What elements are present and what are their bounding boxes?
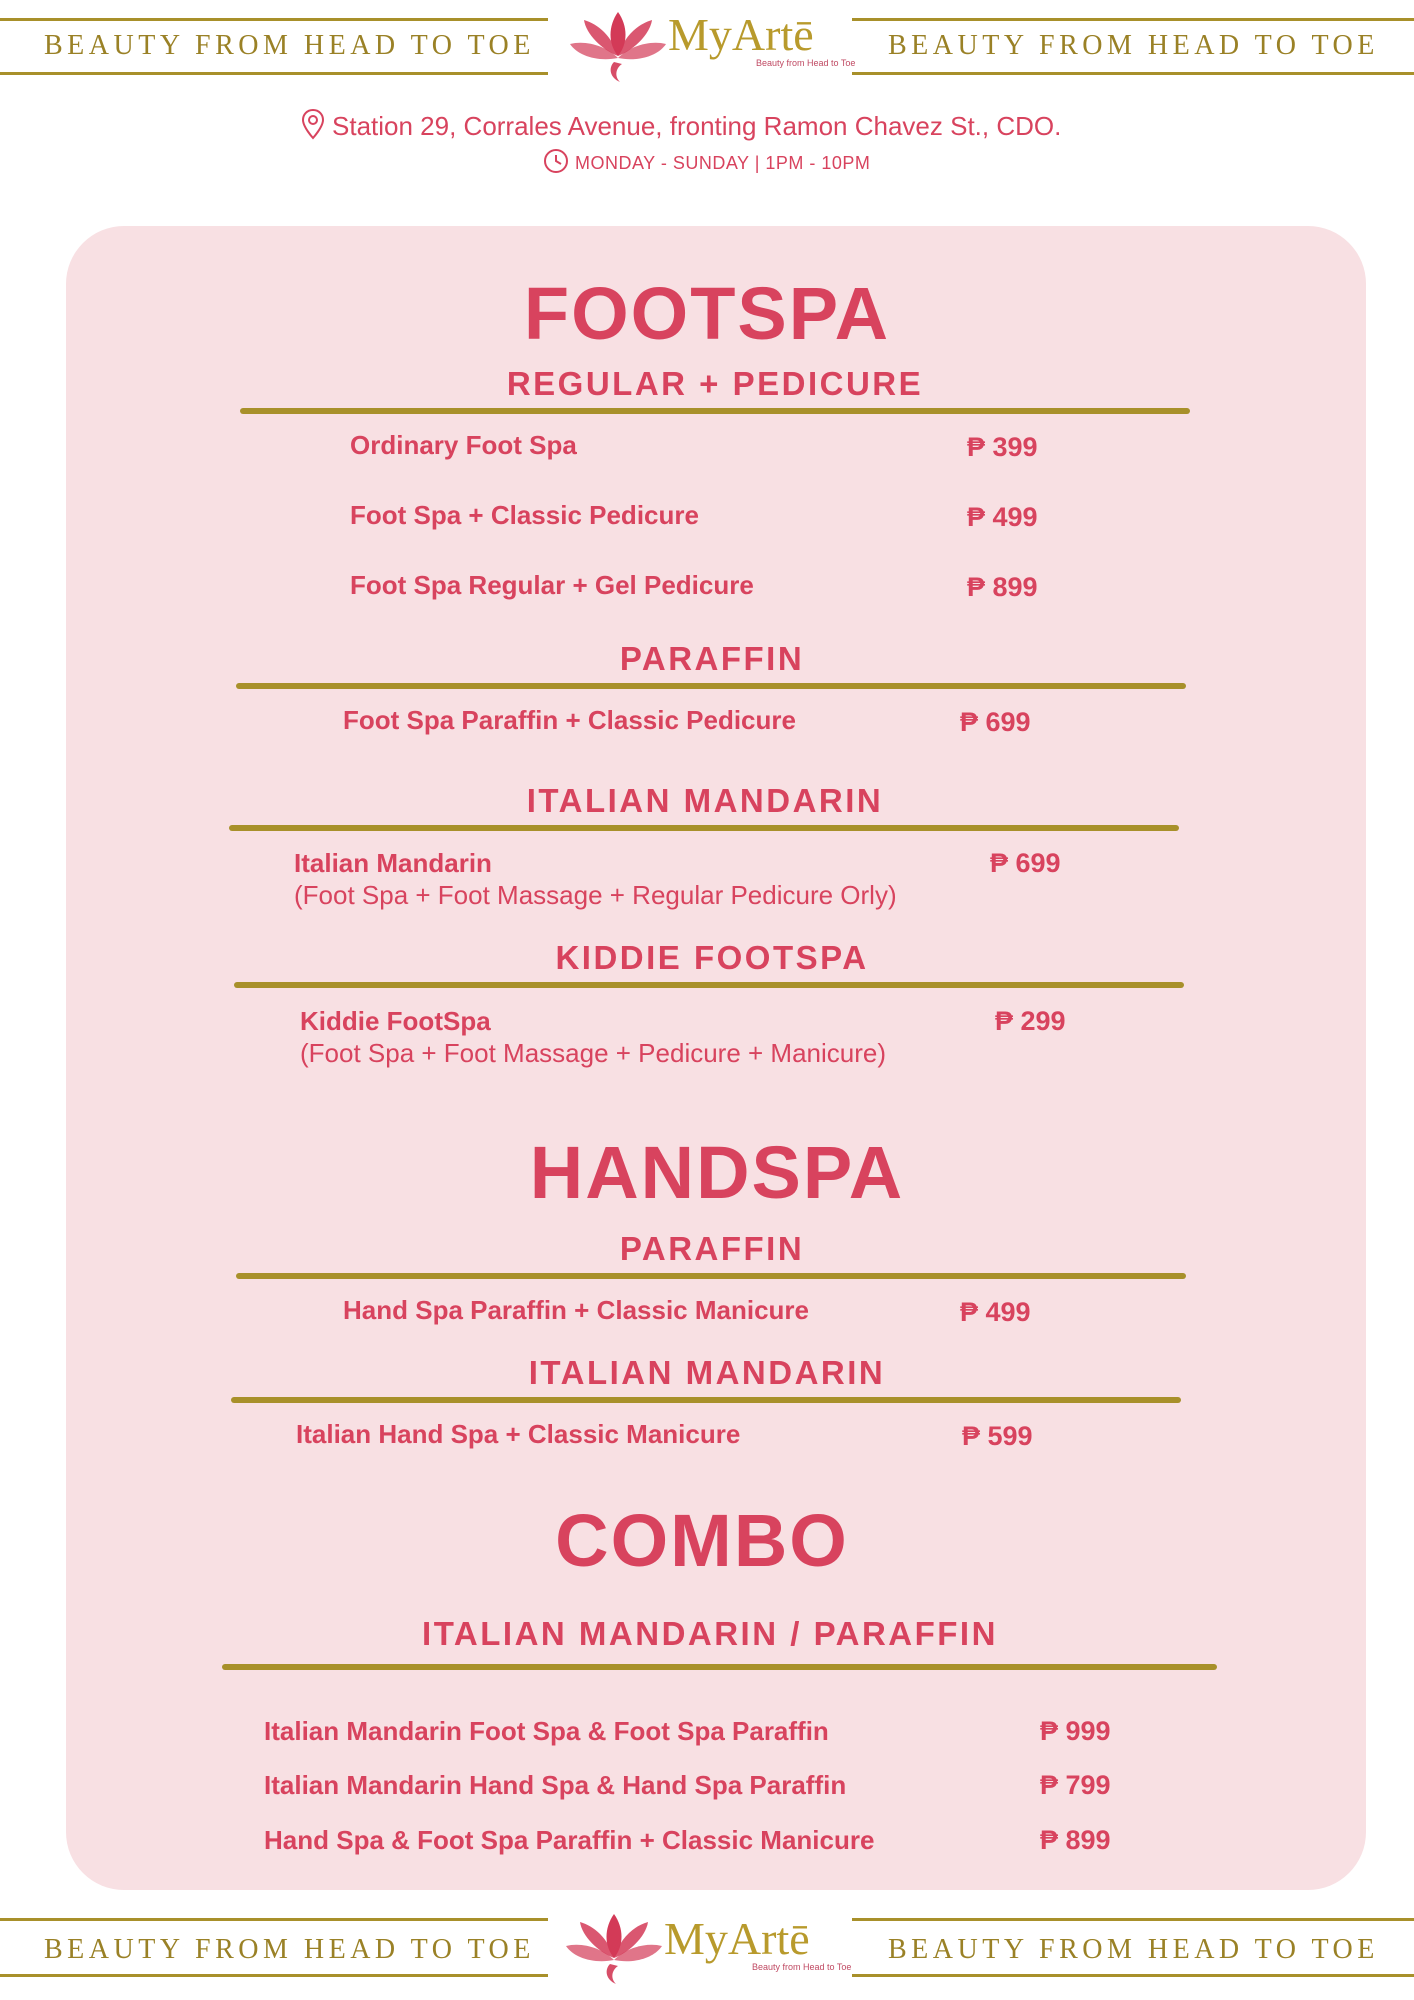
footer-tagline-left: BEAUTY FROM HEAD TO TOE [44,1934,535,1965]
footspa-regular-item-2: Foot Spa + Classic Pedicure [350,500,699,530]
combo-item-1: Italian Mandarin Foot Spa & Foot Spa Paraffin [264,1716,829,1746]
handspa-italian-rule [231,1397,1181,1403]
header-rule-top-left [0,18,548,21]
footer-rule-top-right [852,1918,1414,1921]
handspa-paraffin-price-1: ₱ 499 [960,1297,1031,1327]
hours-line [543,148,870,174]
footer-rule-top-left [0,1918,548,1921]
footspa-italian-price-1: ₱ 699 [990,848,1061,878]
footspa-regular-price-2: ₱ 499 [967,502,1038,532]
footer-tagline-right: BEAUTY FROM HEAD TO TOE [888,1934,1379,1965]
footspa-kiddie-heading: KIDDIE FOOTSPA [555,939,869,976]
footspa-paraffin-rule [236,683,1186,689]
footer-logo-name: MyArtē [664,1913,810,1964]
footspa-regular-rule [240,408,1190,414]
header-rule-top-right [852,18,1414,21]
map-pin-icon [300,108,326,140]
footspa-title: FOOTSPA [523,272,891,355]
footspa-kiddie-item-1: Kiddie FootSpa [300,1006,491,1036]
combo-item-2: Italian Mandarin Hand Spa & Hand Spa Paraffin [264,1770,847,1800]
header-tagline-right: BEAUTY FROM HEAD TO TOE [888,30,1379,61]
header-logo [568,9,856,82]
handspa-italian-price-1: ₱ 599 [962,1421,1033,1451]
combo-heading: ITALIAN MANDARIN / PARAFFIN [422,1615,998,1652]
combo-rule [222,1664,1217,1670]
combo-price-3: ₱ 899 [1040,1825,1111,1855]
footspa-italian-rule [229,825,1179,831]
footer-logo [564,1912,852,1982]
handspa-paraffin-heading: PARAFFIN [619,1230,805,1267]
combo-title: COMBO [555,1499,849,1582]
footer-band [0,1912,1414,1982]
handspa-title: HANDSPA [529,1131,905,1214]
header-rule-bottom-left [0,72,548,75]
combo-price-2: ₱ 799 [1040,1770,1111,1800]
footspa-paraffin-item-1: Foot Spa Paraffin + Classic Pedicure [343,705,796,735]
footer-rule-bottom-left [0,1974,548,1977]
lotus-face-logo-icon [564,1908,664,1988]
hours-text: MONDAY - SUNDAY | 1PM - 10PM [575,153,871,173]
footspa-regular-item-1: Ordinary Foot Spa [350,430,577,460]
address-line [300,108,1120,142]
handspa-italian-heading: ITALIAN MANDARIN [528,1354,886,1391]
footspa-paraffin-heading: PARAFFIN [619,640,805,677]
footspa-regular-item-3: Foot Spa Regular + Gel Pedicure [350,570,754,600]
footspa-kiddie-price-1: ₱ 299 [995,1006,1066,1036]
header-band [0,9,1414,82]
handspa-paraffin-rule [236,1273,1186,1279]
footspa-italian-item-1-note: (Foot Spa + Foot Massage + Regular Pedicure Orly) [294,880,897,910]
clock-icon [543,148,569,174]
footspa-kiddie-rule [234,982,1184,988]
header-logo-name: MyArtē [668,9,814,60]
handspa-paraffin-item-1: Hand Spa Paraffin + Classic Manicure [343,1295,809,1325]
header-tagline-left: BEAUTY FROM HEAD TO TOE [44,30,535,61]
footspa-regular-heading: REGULAR + PEDICURE [506,365,924,402]
handspa-italian-item-1: Italian Hand Spa + Classic Manicure [296,1419,741,1449]
combo-price-1: ₱ 999 [1040,1716,1111,1746]
footer-rule-bottom-right [852,1974,1414,1977]
footspa-regular-price-3: ₱ 899 [967,572,1038,602]
header-rule-bottom-right [852,72,1414,75]
footspa-italian-heading: ITALIAN MANDARIN [526,782,884,819]
footspa-kiddie-item-1-note: (Foot Spa + Foot Massage + Pedicure + Manicure) [300,1038,887,1068]
header-logo-tagline: Beauty from Head to Toe [756,58,856,68]
footspa-italian-item-1: Italian Mandarin [294,848,492,878]
lotus-face-logo-icon [568,6,668,86]
footer-logo-tagline: Beauty from Head to Toe [752,1962,852,1972]
footspa-regular-price-1: ₱ 399 [967,432,1038,462]
address-text: Station 29, Corrales Avenue, fronting Ramon Chavez St., CDO. [332,111,1062,141]
footspa-paraffin-price-1: ₱ 699 [960,707,1031,737]
combo-item-3: Hand Spa & Foot Spa Paraffin + Classic Manicure [264,1825,875,1855]
